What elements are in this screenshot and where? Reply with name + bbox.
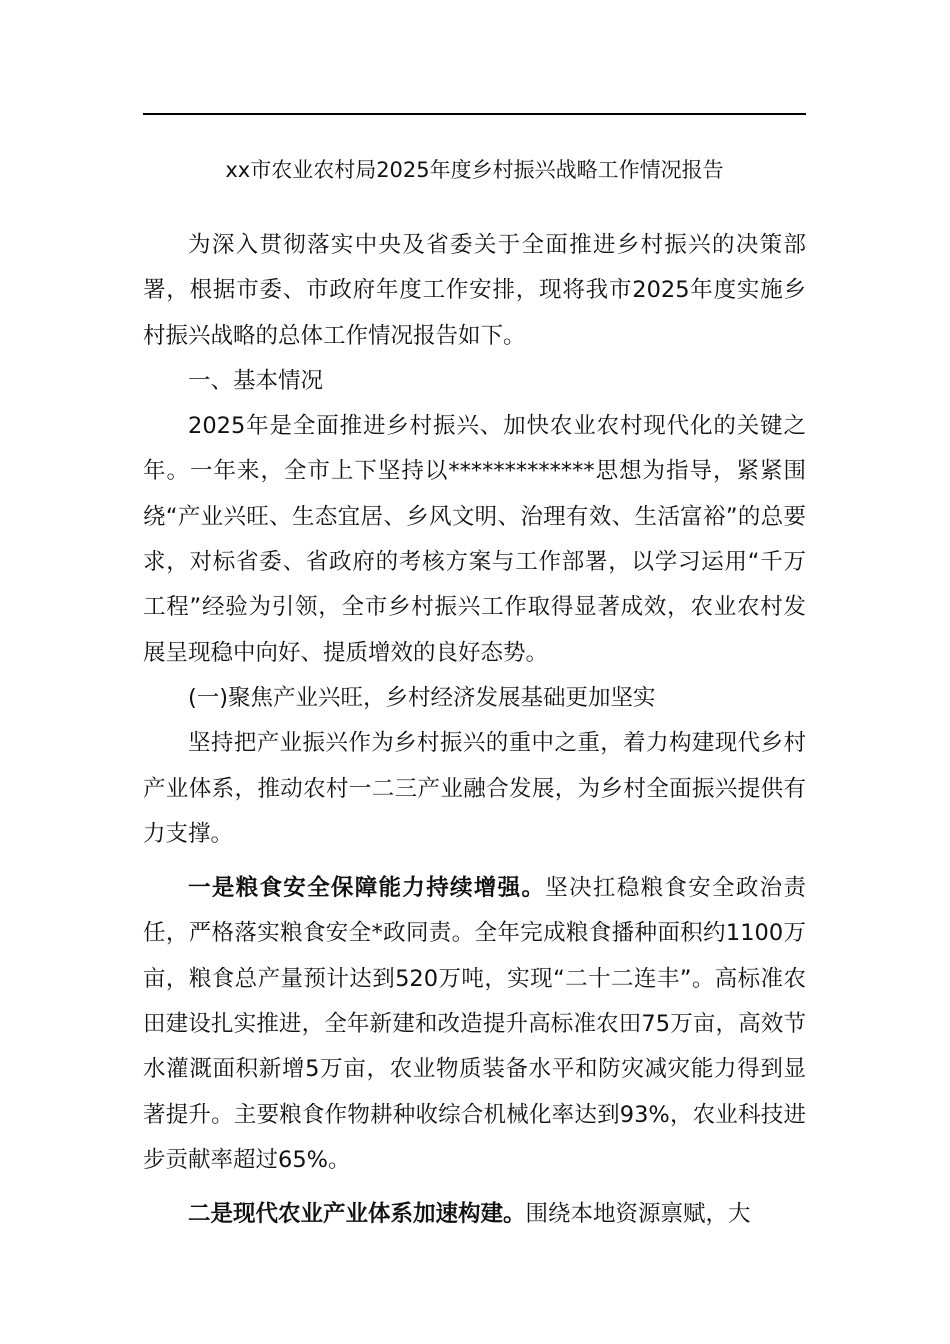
intro-paragraph: 为深入贯彻落实中央及省委关于全面推进乡村振兴的决策部署，根据市委、市政府年度工作安排，现将我市2025年度实施乡村振兴战略的总体工作情况报告如下。 xyxy=(143,232,806,349)
header-rule xyxy=(143,113,806,115)
section-heading-basic-situation: 一、基本情况 xyxy=(188,367,324,394)
subsection-heading-industry: (一)聚焦产业兴旺，乡村经济发展基础更加坚实 xyxy=(188,684,656,711)
point-lead-food-security: 一是粮食安全保障能力持续增强。 xyxy=(188,875,546,902)
point-paragraph-food-security xyxy=(143,866,806,1183)
point-lead-modern-agriculture: 二是现代农业产业体系加速构建。 xyxy=(188,1201,526,1228)
point-text-food-security: 坚决扛稳粮食安全政治责任，严格落实粮食安全*政同责。全年完成粮食播种面积约1100万亩，粮食总产量预计达到520万吨，实现“二十二连丰”。高标准农田建设扎实推进，全年新建和改造提升高标准农田75万亩，高效节水灌溉面积新增5万亩，农业物质装备水平和防灾减灾能力得到显著提升。主要粮食作物耕种收综合机械化率达到93%，农业科技进步贡献率超过65%。 xyxy=(143,875,806,1173)
point-paragraph-modern-agriculture xyxy=(143,1192,806,1237)
point-text-modern-agriculture: 围绕本地资源禀赋，大 xyxy=(525,1201,751,1228)
document-title: xx市农业农村局2025年度乡村振兴战略工作情况报告 xyxy=(225,158,724,182)
subsection-paragraph: 坚持把产业振兴作为乡村振兴的重中之重，着力构建现代乡村产业体系，推动农村一二三产业融合发展，为乡村全面振兴提供有力支撑。 xyxy=(143,730,806,847)
section-paragraph: 2025年是全面推进乡村振兴、加快农业农村现代化的关键之年。一年来，全市上下坚持以*************思想为指导，紧紧围绕“产业兴旺、生态宜居、乡风文明、治理有效、生活富裕”的总要求，对标省委、省政府的考核方案与工作部署，以学习运用“千万工程”经验为引领，全市乡村振兴工作取得显著成效，农业农村发展呈现稳中向好、提质增效的良好态势。 xyxy=(143,413,806,666)
document-body xyxy=(143,223,806,1238)
